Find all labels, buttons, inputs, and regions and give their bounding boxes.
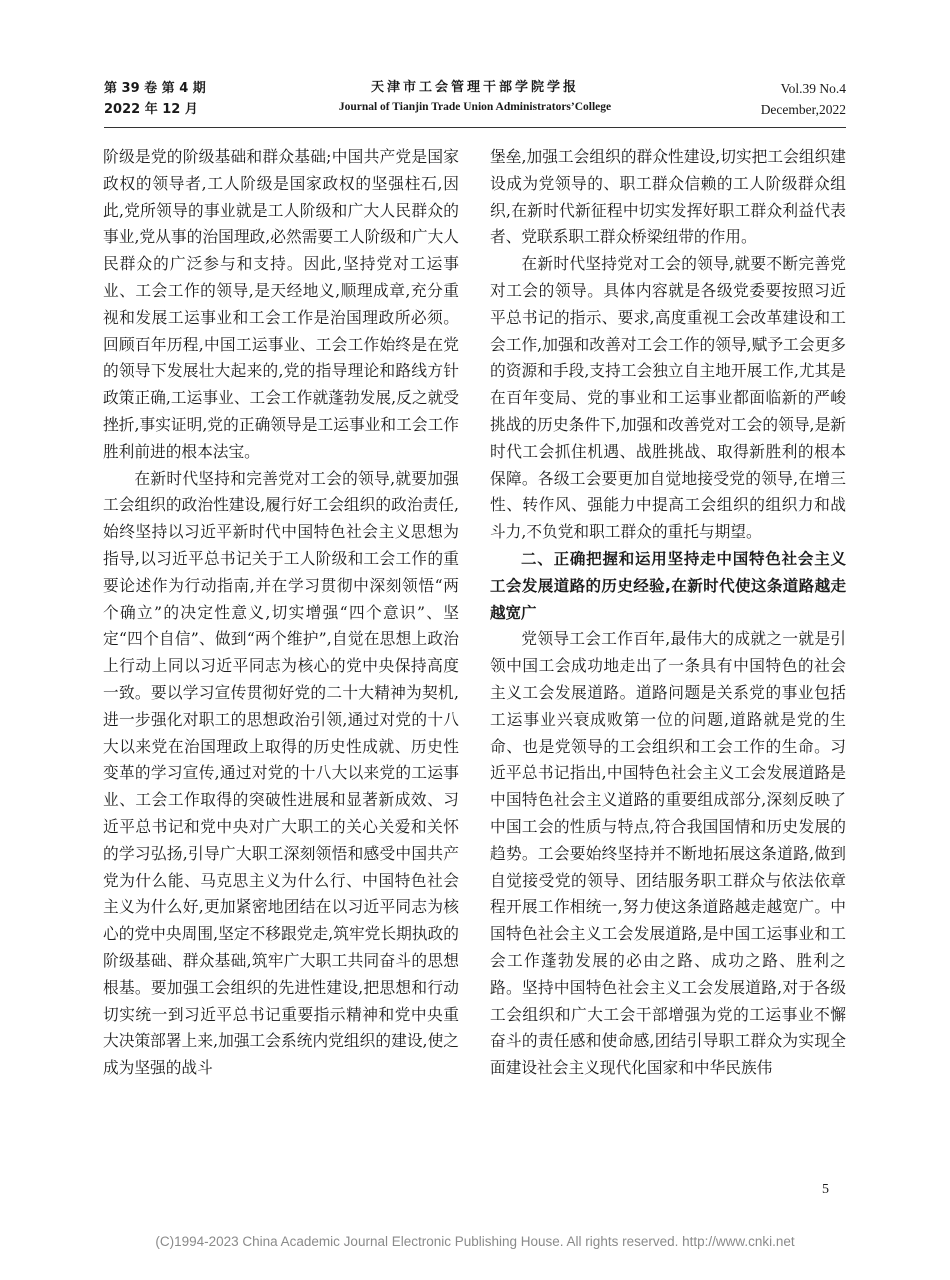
header-right [761, 78, 846, 120]
paragraph: 阶级是党的阶级基础和群众基础;中国共产党是国家政权的领导者,工人阶级是国家政权的坚强柱石,因此,党所领导的事业就是工人阶级和广大人民群众的事业,党从事的治国理政,必然需要工人阶级和广大人民群众的广泛参与和支持。因此,坚持党对工运事业、工会工作的领导,是天经地义,顺理成章,充分重视和发展工运事业和工会工作是治国理政所必须。回顾百年历程,中国工运事业、工会工作始终是在党的领导下发展壮大起来的,党的指导理论和路线方针政策正确,工运事业、工会工作就蓬勃发展,反之就受挫折,事实证明,党的正确领导是工运事业和工会工作胜利前进的根本法宝。 [103, 147, 459, 461]
page-number: 5 [822, 1182, 829, 1197]
right-column [490, 144, 846, 1082]
header-rule [104, 127, 846, 128]
date-en: December,2022 [760, 102, 846, 117]
journal-title-cn: 天津市工会管理干部学院学报 [370, 80, 579, 95]
volume-issue-en: Vol.39 No.4 [780, 81, 846, 96]
running-header [104, 78, 846, 122]
date-cn: 2022 年 12 月 [104, 102, 198, 117]
paragraph: 在新时代坚持和完善党对工会的领导,就要加强工会组织的政治性建设,履行好工会组织的政治责任,始终坚持以习近平新时代中国特色社会主义思想为指导,以习近平总书记关于工人阶级和工会工作的重要论述作为行动指南,并在学习贯彻中深刻领悟“两个确立”的决定性意义,切实增强“四个意识”、坚定“四个自信”、做到“两个维护”,自觉在思想上政治上行动上同以习近平同志为核心的党中央保持高度一致。要以学习宣传贯彻好党的二十大精神为契机,进一步强化对职工的思想政治引领,通过对党的十八大以来党在治国理政上取得的历史性成就、历史性变革的学习宣传,通过对党的十八大以来党的工运事业、工会工作取得的突破性进展和显著新成效、习近平总书记和党中央对广大职工的关心关爱和关怀的学习弘扬,引导广大职工深刻领悟和感受中国共产党为什么能、马克思主义为什么行、中国特色社会主义为什么好,更加紧密地团结在以习近平同志为核心的党中央周围,坚定不移跟党走,筑牢党长期执政的阶级基础、群众基础,筑牢广大职工共同奋斗的思想根基。要加强工会组织的先进性建设,把思想和行动切实统一到习近平总书记重要指示精神和党中央重大决策部署上来,加强工会系统内党组织的建设,使之成为坚强的战斗 [103, 468, 459, 1078]
journal-title-en: Journal of Tianjin Trade Union Administrators’College [338, 101, 612, 113]
paragraph: 堡垒,加强工会组织的群众性建设,切实把工会组织建设成为党领导的、职工群众信赖的工人阶级群众组织,在新时代新征程中切实发挥好职工群众利益代表者、党联系职工群众桥梁纽带的作用。 [490, 147, 846, 247]
volume-issue-cn: 第 39 卷 第 4 期 [104, 81, 206, 96]
copyright-footer: (C)1994-2023 China Academic Journal Electronic Publishing House. All rights reserved. http://www.cnki.net [155, 1234, 795, 1249]
header-left [104, 78, 206, 120]
section-heading: 二、正确把握和运用坚持走中国特色社会主义工会发展道路的历史经验,在新时代使这条道路越走越宽广 [490, 549, 846, 622]
paragraph: 在新时代坚持党对工会的领导,就要不断完善党对工会的领导。具体内容就是各级党委要按照习近平总书记的指示、要求,高度重视工会改革建设和工会工作,加强和改善对工会工作的领导,赋予工会更多的资源和手段,支持工会独立自主地开展工作,尤其是在百年变局、党的事业和工运事业都面临新的严峻挑战的历史条件下,加强和改善党对工会的领导,是新时代工会抓住机遇、战胜挑战、取得新胜利的根本保障。各级工会要更加自觉地接受党的领导,在增三性、转作风、强能力中提高工会组织的组织力和战斗力,不负党和职工群众的重托与期望。 [490, 254, 846, 542]
paragraph: 党领导工会工作百年,最伟大的成就之一就是引领中国工会成功地走出了一条具有中国特色的社会主义工会发展道路。道路问题是关系党的事业包括工运事业兴衰成败第一位的问题,道路就是党的生命、也是党领导的工会组织和工会工作的生命。习近平总书记指出,中国特色社会主义工会发展道路是中国特色社会主义道路的重要组成部分,深刻反映了中国工会的性质与特点,符合我国国情和历史发展的趋势。工会要始终坚持并不断地拓展这条道路,做到自觉接受党的领导、团结服务职工群众与依法依章程开展工作相统一,努力使这条道路越走越宽广。中国特色社会主义工会发展道路,是中国工运事业和工会工作蓬勃发展的必由之路、成功之路、胜利之路。坚持中国特色社会主义工会发展道路,对于各级工会组织和广大工会干部增强为党的工运事业不懈奋斗的责任感和使命感,团结引导职工群众为实现全面建设社会主义现代化国家和中华民族伟 [490, 629, 846, 1078]
left-column [103, 144, 459, 1082]
header-center [304, 78, 646, 116]
